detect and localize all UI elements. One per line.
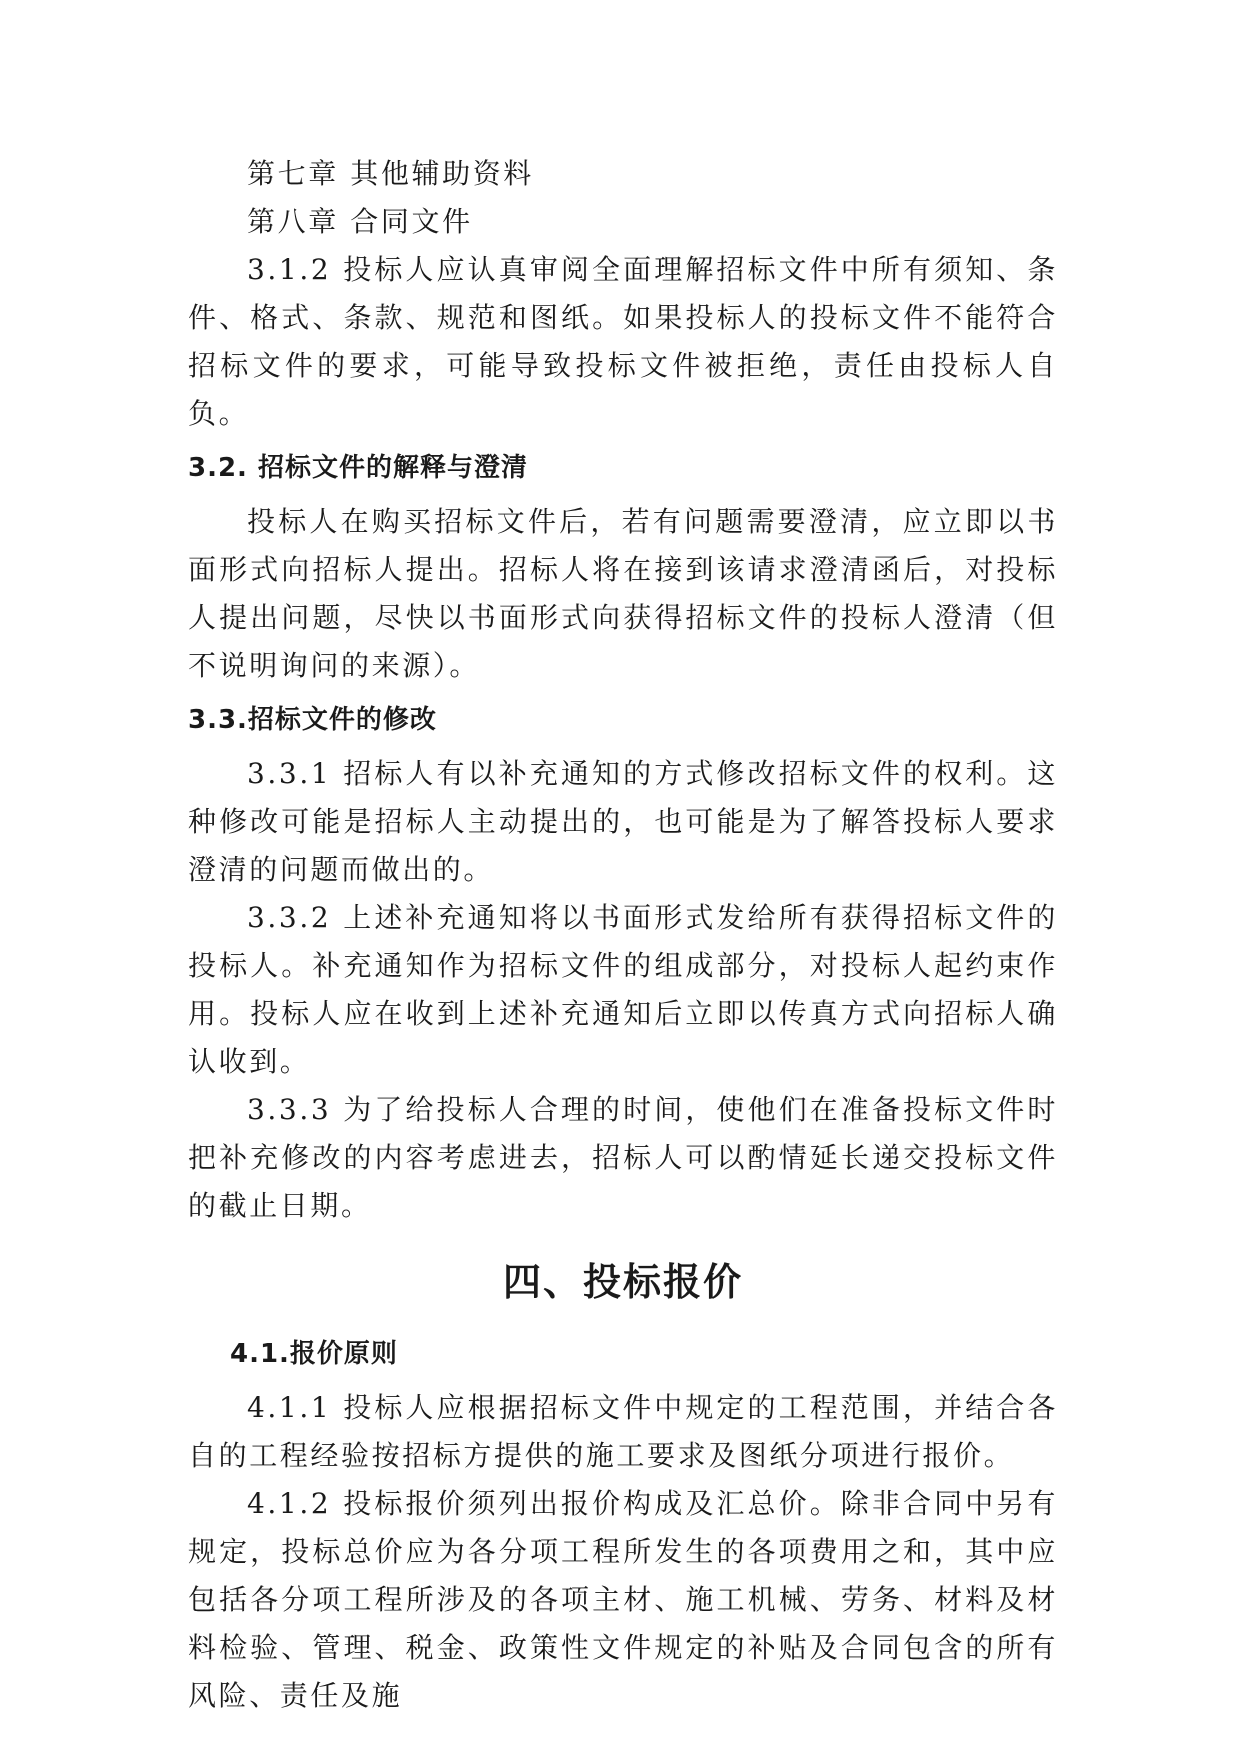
paragraph-3-3-2: 3.3.2 上述补充通知将以书面形式发给所有获得招标文件的投标人。补充通知作为招标文件的组成部分，对投标人起约束作用。投标人应在收到上述补充通知后立即以传真方式向招标人确认收到。 — [188, 901, 1058, 1078]
paragraph-4-1-2: 4.1.2 投标报价须列出报价构成及汇总价。除非合同中另有规定，投标总价应为各分项工程所发生的各项费用之和，其中应包括各分项工程所涉及的各项主材、施工机械、劳务、材料及材料检验、管理、税金、政策性文件规定的补贴及合同包含的所有风险、责任及施 — [188, 1487, 1058, 1712]
heading-4-1: 4.1.报价原则 — [230, 1339, 398, 1369]
heading-3-3: 3.3.招标文件的修改 — [188, 705, 437, 735]
document-body — [188, 150, 1058, 1720]
paragraph-3-3-3: 3.3.3 为了给投标人合理的时间，使他们在准备投标文件时把补充修改的内容考虑进去，招标人可以酌情延长递交投标文件的截止日期。 — [188, 1093, 1058, 1222]
paragraph-3-1-2: 3.1.2 投标人应认真审阅全面理解招标文件中所有须知、条件、格式、条款、规范和图纸。如果投标人的投标文件不能符合招标文件的要求，可能导致投标文件被拒绝，责任由投标人自负。 — [188, 253, 1058, 430]
section-title-4: 四、投标报价 — [502, 1260, 743, 1304]
chapter-7-line: 第七章 其他辅助资料 — [247, 157, 534, 190]
paragraph-4-1-1: 4.1.1 投标人应根据招标文件中规定的工程范围，并结合各自的工程经验按招标方提供的施工要求及图纸分项进行报价。 — [188, 1391, 1058, 1472]
heading-3-2: 3.2. 招标文件的解释与澄清 — [188, 453, 528, 483]
paragraph-3-2: 投标人在购买招标文件后，若有问题需要澄清，应立即以书面形式向招标人提出。招标人将在接到该请求澄清函后，对投标人提出问题，尽快以书面形式向获得招标文件的投标人澄清（但不说明询问的来源）。 — [188, 505, 1058, 682]
paragraph-3-3-1: 3.3.1 招标人有以补充通知的方式修改招标文件的权利。这种修改可能是招标人主动提出的，也可能是为了解答投标人要求澄清的问题而做出的。 — [188, 757, 1058, 886]
chapter-8-line: 第八章 合同文件 — [247, 205, 473, 238]
